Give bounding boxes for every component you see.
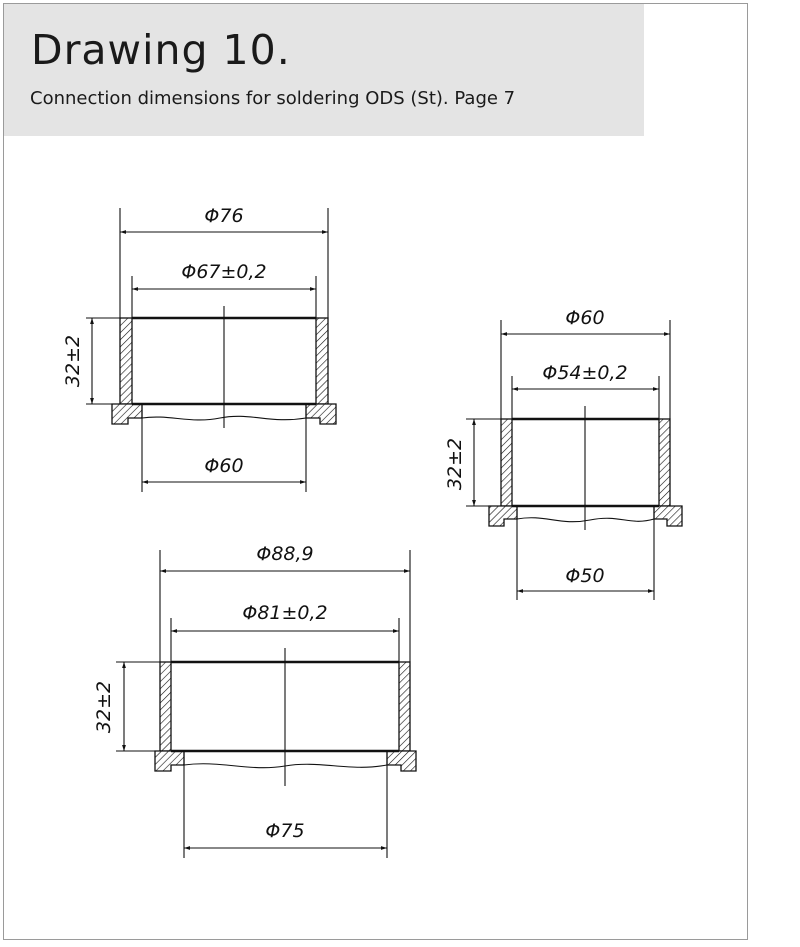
left-wall-section (120, 318, 132, 404)
dim-label-pipe: Φ60 (204, 455, 244, 477)
right-collar-section (306, 404, 336, 424)
right-wall-section (399, 662, 410, 751)
dim-label-height: 32±2 (444, 437, 466, 491)
right-collar-section (387, 751, 416, 771)
dim-label-inner: Φ81±0,2 (242, 602, 328, 624)
right-wall-section (316, 318, 328, 404)
fitting-part-2 (444, 307, 682, 600)
dim-label-pipe: Φ75 (265, 820, 305, 842)
dim-label-pipe: Φ50 (565, 565, 605, 587)
left-wall-section (160, 662, 171, 751)
left-wall-section (501, 419, 512, 506)
dim-label-inner: Φ54±0,2 (542, 362, 628, 384)
dim-label-height: 32±2 (93, 680, 115, 734)
left-collar-section (155, 751, 184, 771)
dim-label-height: 32±2 (62, 334, 84, 388)
fitting-part-3 (93, 543, 416, 858)
right-collar-section (654, 506, 682, 526)
page-title: Drawing 10. (31, 26, 291, 74)
dim-label-outer: Φ88,9 (256, 543, 314, 565)
dim-label-outer: Φ76 (204, 205, 244, 227)
right-wall-section (659, 419, 670, 506)
page-subtitle: Connection dimensions for soldering ODS (St). Page 7 (30, 88, 516, 109)
left-collar-section (489, 506, 517, 526)
dim-label-inner: Φ67±0,2 (181, 261, 267, 283)
dim-label-outer: Φ60 (565, 307, 605, 329)
left-collar-section (112, 404, 142, 424)
fitting-part-1 (62, 205, 336, 492)
